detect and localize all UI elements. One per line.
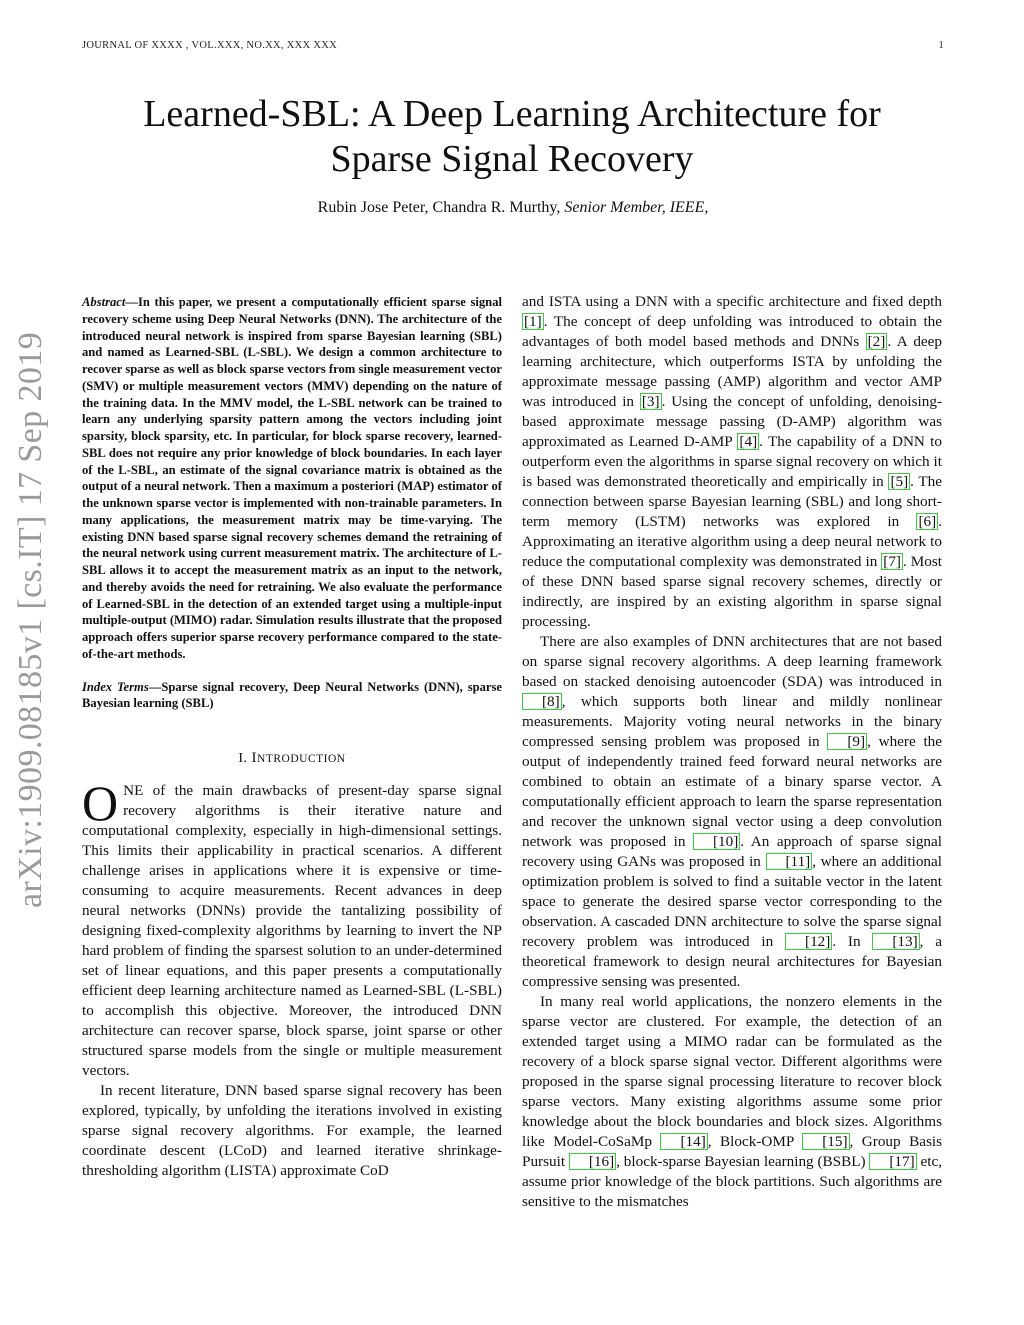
citation-link[interactable]: [13] xyxy=(872,933,919,950)
text-run: . The capability of a DNN to outperform even the algorithms in sparse signal recovery on which it is based was demonstrated theoretically and empirically in xyxy=(522,433,942,490)
drop-cap: O xyxy=(82,775,119,831)
citation-link[interactable]: [10] xyxy=(693,833,740,850)
right-paragraph-2 xyxy=(522,632,942,992)
text-run: , where an additional optimization problem is solved to find a suitable vector in the latent space to generate the desired sparse vector corresponding to the observation. A cascaded DNN architecture to solve the sparse signal recovery problem was introduced in xyxy=(522,853,942,950)
text-run: . The concept of deep unfolding was introduced to obtain the advantages of both model based methods and DNNs xyxy=(522,313,942,350)
index-terms-lead: Index Terms xyxy=(82,679,149,694)
title-line-2: Sparse Signal Recovery xyxy=(330,138,694,180)
citation-link[interactable]: [17] xyxy=(869,1153,916,1170)
citation-link[interactable]: [16] xyxy=(569,1153,616,1170)
abstract-lead: Abstract xyxy=(82,295,126,309)
right-paragraph-1 xyxy=(522,292,942,632)
text-run: . Approximating an iterative algorithm using a deep neural network to reduce the computational complexity was demonstrated in xyxy=(522,513,942,570)
text-run: . A deep learning architecture, which outperforms ISTA by unfolding the approximate message passing (AMP) algorithm and vector AMP was introduced in xyxy=(522,333,942,410)
citation-link[interactable]: [14] xyxy=(660,1133,707,1150)
right-column xyxy=(522,292,942,1212)
intro-paragraph-1-text: NE of the main drawbacks of present-day sparse signal recovery algorithms is their iterative nature and computational complexity, especially in high-dimensional settings. This limits their applicability in practical scenarios. A different challenge arises in applications where it is expensive or time-consuming to acquire measurements. Recent advances in deep neural networks (DNNs) provide the tantalizing possibility of designing fixed-complexity algorithms by learning to invert the NP hard problem of finding the sparsest solution to an under-determined set of linear equations, and this paper presents a computationally efficient deep learning architecture named as Learned-SBL (L-SBL) to accomplish this objective. Moreover, the introduced DNN architecture can recover sparse, block sparse, joint sparse or other structured sparse models from the single or multiple measurement vectors. xyxy=(82,782,502,1079)
text-run: . In xyxy=(832,933,873,950)
text-run: , a theoretical framework to design neural architectures for Bayesian compressive sensing was presented. xyxy=(522,933,942,990)
page-number: 1 xyxy=(938,40,944,51)
text-run: , block-sparse Bayesian learning (BSBL) xyxy=(616,1153,870,1170)
text-run: , Block-OMP xyxy=(707,1133,803,1150)
text-run: , which supports both linear and mildly nonlinear measurements. Majority voting neural networks in the binary compressed sensing problem was proposed in xyxy=(522,693,942,750)
intro-paragraph-1 xyxy=(82,775,502,1081)
citation-link[interactable]: [3] xyxy=(641,393,660,410)
citation-link[interactable]: [2] xyxy=(867,333,886,350)
text-run: . Using the concept of unfolding, denoising-based approximate message passing (D-AMP) algorithm was approximated as Learned D-AMP xyxy=(522,393,942,450)
title-line-1: Learned-SBL: A Deep Learning Architecture for xyxy=(143,93,881,135)
left-column xyxy=(82,294,502,1181)
text-run: and ISTA using a DNN with a specific architecture and fixed depth xyxy=(522,293,942,310)
section-numeral: I. xyxy=(238,751,248,766)
citation-link[interactable]: [12] xyxy=(785,933,832,950)
citation-link[interactable]: [4] xyxy=(739,433,758,450)
citation-link[interactable]: [7] xyxy=(883,553,901,570)
text-run: . The connection between sparse Bayesian learning (SBL) and long short-term memory (LSTM) networks was explored in xyxy=(522,473,942,530)
text-run: , Group Basis Pursuit xyxy=(522,1133,942,1170)
citation-link[interactable]: [11] xyxy=(766,853,813,870)
citation-link[interactable]: [15] xyxy=(802,1133,849,1150)
text-run: There are also examples of DNN architectures that are not based on sparse signal recovery algorithms. A deep learning framework based on stacked denoising autoencoder (SDA) was introduced in xyxy=(522,633,942,690)
arxiv-stamp: arXiv:1909.08185v1 [cs.IT] 17 Sep 2019 xyxy=(12,331,49,908)
text-run: . Most of these DNN based sparse signal recovery schemes, directly or indirectly, are inspired by an existing algorithm in sparse signal processing. xyxy=(522,553,942,630)
text-run: , where the output of independently trained feed forward neural networks are combined to obtain an estimate of a binary sparse vector. A computationally efficient approach to learn the sparse representation and recover the unknown signal vector using a deep convolution network was proposed in xyxy=(522,733,943,850)
intro-paragraph-2: In recent literature, DNN based sparse signal recovery has been explored, typically, by unfolding the iterations involved in existing sparse signal recovery algorithms. For example, the learned coordinate descent (LCoD) and learned iterative shrinkage-thresholding algorithm (LISTA) approximate CoD xyxy=(82,1082,502,1179)
text-run: . An approach of sparse signal recovery using GANs was proposed in xyxy=(522,833,942,870)
index-terms xyxy=(82,679,502,713)
citation-link[interactable]: [6] xyxy=(918,513,937,530)
running-head xyxy=(82,40,944,51)
citation-link[interactable]: [8] xyxy=(522,693,562,710)
index-terms-text: —Sparse signal recovery, Deep Neural Networks (DNN), sparse Bayesian learning (SBL) xyxy=(82,679,502,711)
author-affiliation: Senior Member, IEEE, xyxy=(564,199,709,216)
right-paragraph-3 xyxy=(522,992,942,1212)
journal-header: JOURNAL OF XXXX , VOL.XXX, NO.XX, XXX XXX xyxy=(82,40,337,51)
section-heading-introduction xyxy=(82,750,502,767)
author-line xyxy=(82,199,944,217)
section-title-rest: NTRODUCTION xyxy=(257,753,346,765)
abstract xyxy=(82,294,502,663)
paper-title xyxy=(60,92,964,182)
abstract-text: —In this paper, we present a computationally efficient sparse signal recovery scheme using Deep Neural Networks (DNN). The architecture of the introduced neural network is inspired from sparse Bayesian learning (SBL) and named as Learned-SBL (L-SBL). We design a common architecture to recover sparse as well as block sparse vectors from single measurement vector (SMV) or multiple measurement vectors (MMV) depending on the nature of the training data. In the MMV model, the L-SBL network can be trained to learn any underlying sparsity pattern among the vectors including joint sparsity, block sparsity, etc. In particular, for block sparse recovery, learned-SBL does not require any prior knowledge of block boundaries. In each layer of the L-SBL, an estimate of the signal covariance matrix is obtained as the output of a neural network. Then a maximum a posteriori (MAP) estimator of the unknown sparse vector is implemented with non-trainable parameters. In many applications, the measurement matrix may be time-varying. The existing DNN based sparse signal recovery schemes demand the retraining of the neural network using current measurement matrix. The architecture of L-SBL allows it to accept the measurement matrix as an input to the network, and thereby avoids the need for retraining. We also evaluate the performance of Learned-SBL in the detection of an extended target using a multiple-input multiple-output (MIMO) radar. Simulation results illustrate that the proposed approach offers superior sparse recovery performance compared to the state-of-the-art methods. xyxy=(82,295,502,661)
author-names: Rubin Jose Peter, Chandra R. Murthy, xyxy=(317,199,561,216)
text-run: etc, assume prior knowledge of the block partitions. Such algorithms are sensitive to the mismatches xyxy=(522,1153,943,1210)
citation-link[interactable]: [5] xyxy=(890,473,909,490)
citation-link[interactable]: [1] xyxy=(524,313,542,330)
citation-link[interactable]: [9] xyxy=(827,733,867,750)
section-title-initial: I xyxy=(251,750,258,766)
text-run: In many real world applications, the nonzero elements in the sparse vector are clustered. For example, the detection of an extended target using a MIMO radar can be formulated as the recovery of a block sparse signal vector. Different algorithms were proposed in the sparse signal processing literature to recover block sparse vectors. Many existing algorithms assume some prior knowledge about the block boundaries and block sizes. Algorithms like Model-CoSaMp xyxy=(522,993,942,1150)
